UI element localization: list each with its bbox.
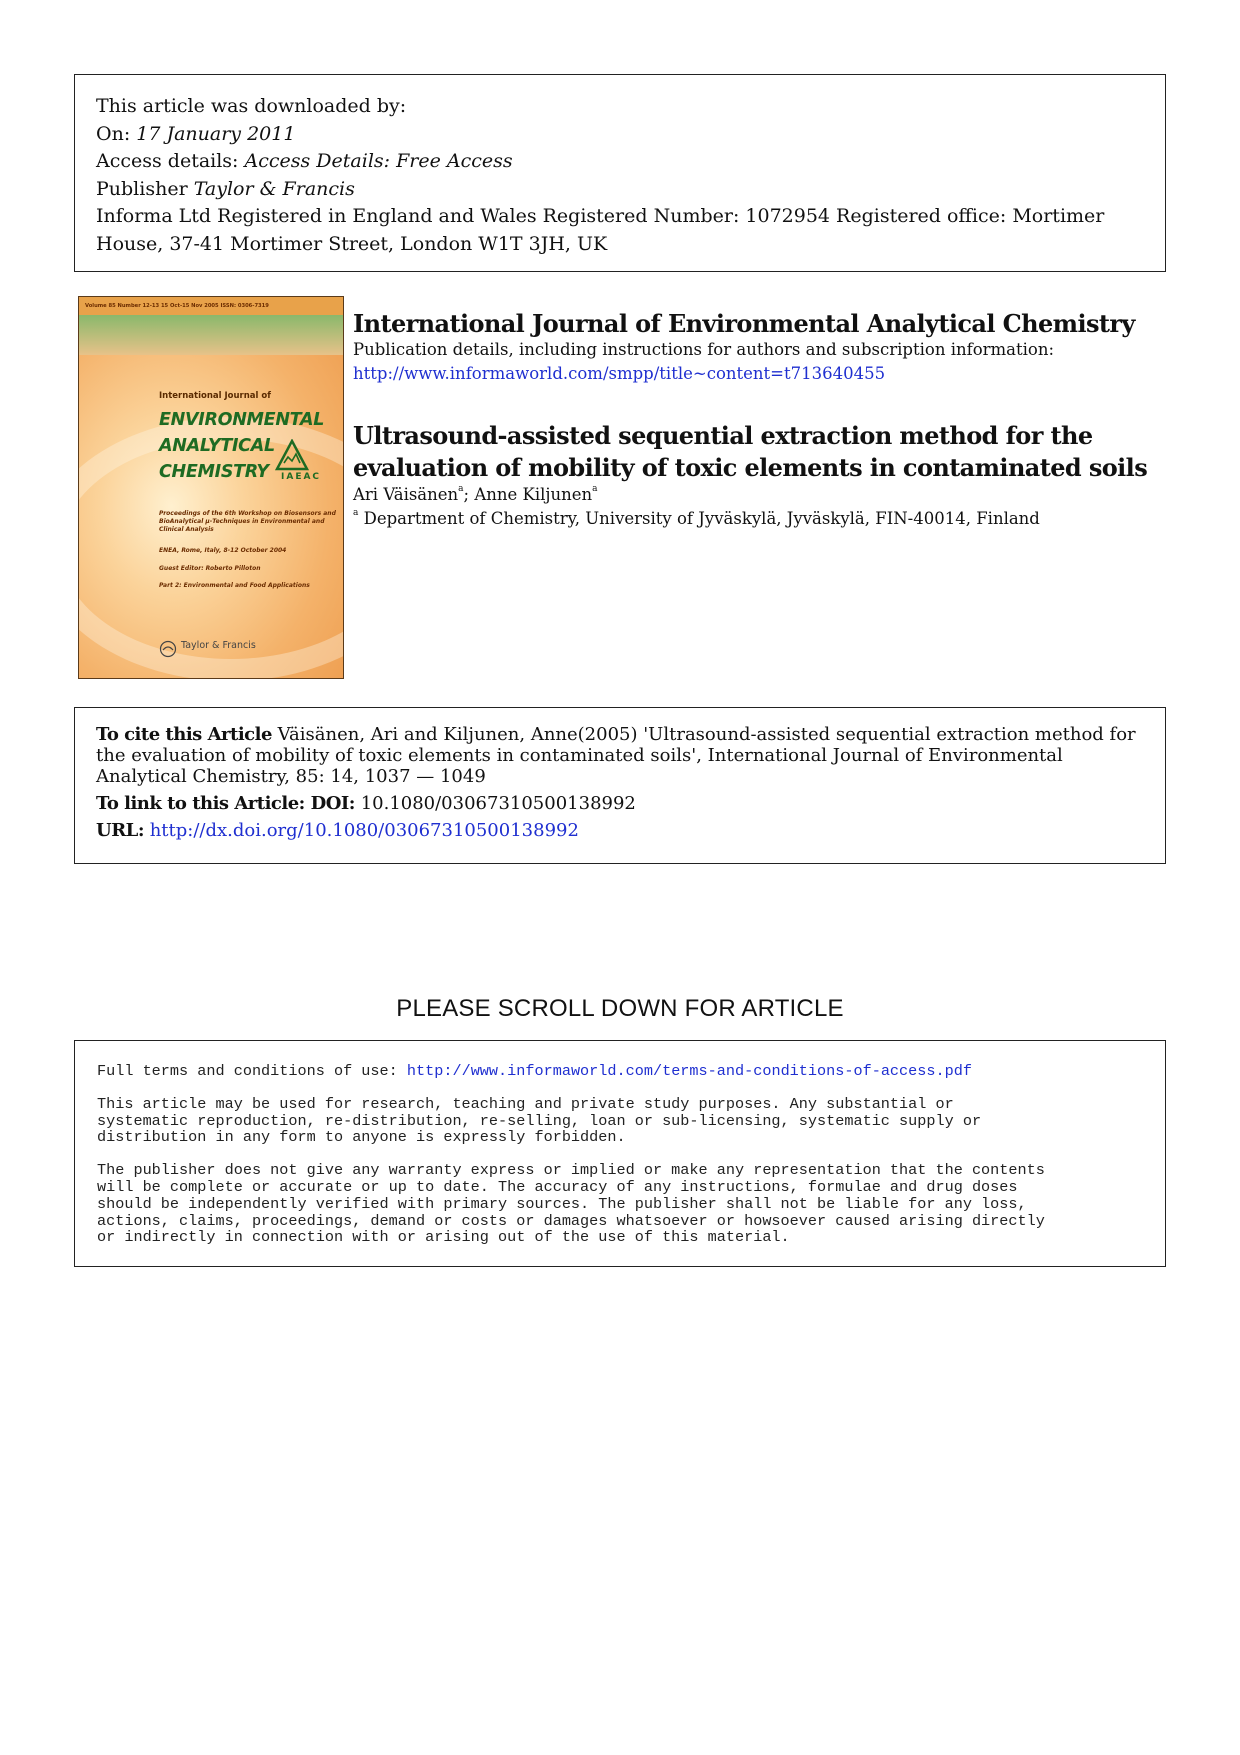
author-1: Ari Väisänen (353, 485, 459, 504)
author-2: ; Anne Kiljunen (463, 485, 593, 504)
download-date-value: 17 January 2011 (136, 122, 296, 145)
citation-box (74, 707, 1166, 864)
cite-label: To cite this Article (96, 724, 272, 745)
affiliation-mark: a (353, 508, 359, 518)
cover-journal-of: International Journal of (159, 391, 271, 401)
terms-paragraph-1: This article may be used for research, teaching and private study purposes. Any substantial or systematic reproduction, re-distribution, re-selling, loan or sub-licensing, systematic supply or distribution in any form to anyone is expressly forbidden. (97, 1094, 982, 1147)
author-2-affil-mark: a (592, 484, 598, 494)
terms-box (74, 1040, 1166, 1267)
terms-link[interactable]: http://www.informaworld.com/terms-and-conditions-of-access.pdf (406, 1062, 972, 1080)
cite-text: Väisänen, Ari and Kiljunen, Anne(2005) 'Ultrasound-assisted sequential extraction method for the evaluation of mobility of toxic elements in contaminated soils', International Journal of Environmental Analytical Chemistry, 85: 14, 1037 — 1049 (96, 724, 1136, 787)
publication-details: Publication details, including instructions for authors and subscription information: (353, 340, 1055, 359)
publisher-line (96, 176, 1145, 204)
cite-this-article (96, 724, 1145, 787)
affiliation-text: Department of Chemistry, University of Jyväskylä, Jyväskylä, FIN-40014, Finland (358, 509, 1040, 528)
article-title: Ultrasound-assisted sequential extraction method for the evaluation of mobility of toxic elements in contaminated soils (353, 421, 1148, 482)
affiliation-line (353, 509, 1040, 528)
url-line (96, 820, 1145, 841)
cover-title-line3: CHEMISTRY (159, 462, 269, 482)
publisher-value: Taylor & Francis (193, 177, 355, 200)
cover-proceedings: Proceedings of the 6th Workshop on Biosensors and BioAnalytical μ-Techniques in Environmental and Clinical Analysis (159, 510, 336, 533)
terms-label: Full terms and conditions of use: (97, 1062, 407, 1080)
journal-cover-image (78, 296, 344, 679)
terms-paragraph-2: The publisher does not give any warranty express or implied or make any representation that the contents will be complete or accurate or up to date. The accuracy of any instructions, formulae and drug doses should be independently verified with primary sources. The publisher shall not be liable for any loss, actions, claims, proceedings, demand or costs or damages whatsoever or howsoever caused arising directly or indirectly in connection with or arising out of the use of this material. (97, 1161, 1045, 1247)
cover-publisher: Taylor & Francis (181, 640, 256, 651)
cover-venue: ENEA, Rome, Italy, 8-12 October 2004 (159, 547, 287, 554)
cover-topbar: Volume 85 Number 12-13 15 Oct-15 Nov 2005 ISSN: 0306-7319 (79, 297, 343, 315)
taylor-francis-logo-icon (159, 640, 177, 658)
journal-title: International Journal of Environmental Analytical Chemistry (353, 309, 1135, 338)
doi-label: To link to this Article: DOI: (96, 793, 355, 814)
cover-part: Part 2: Environmental and Food Applications (159, 582, 310, 589)
download-date-line (96, 121, 1145, 149)
authors-line (353, 485, 598, 504)
registration-text: Informa Ltd Registered in England and Wales Registered Number: 1072954 Registered office: Mortimer House, 37-41 Mortimer Street, London W1T 3JH, UK (96, 205, 1105, 255)
cover-title-line2: ANALYTICAL (159, 436, 275, 456)
cover-title-line1: ENVIRONMENTAL (159, 410, 325, 430)
doi-url-link[interactable]: http://dx.doi.org/10.1080/03067310500138992 (149, 820, 579, 841)
terms-line (97, 1063, 1145, 1080)
url-label: URL: (96, 820, 144, 841)
iaeac-logo-icon (275, 439, 309, 471)
scroll-notice: PLEASE SCROLL DOWN FOR ARTICLE (396, 995, 844, 1022)
access-details-value: Access Details: Free Access (244, 150, 513, 172)
access-details-line (96, 148, 1145, 176)
doi-value: 10.1080/03067310500138992 (360, 793, 636, 814)
downloaded-by-line: This article was downloaded by: (96, 95, 407, 117)
download-info-box (74, 74, 1166, 272)
doi-line (96, 793, 1145, 814)
author-1-affil-mark: a (458, 484, 464, 494)
download-date-label: On: (96, 122, 131, 145)
cover-green-band (79, 315, 343, 355)
cover-society: IAEAC (281, 472, 322, 482)
publisher-label: Publisher (96, 177, 188, 200)
journal-link[interactable]: http://www.informaworld.com/smpp/title~content=t713640455 (353, 364, 886, 383)
cover-editor: Guest Editor: Roberto Pilloton (159, 565, 261, 572)
access-details-label: Access details: (96, 150, 239, 172)
